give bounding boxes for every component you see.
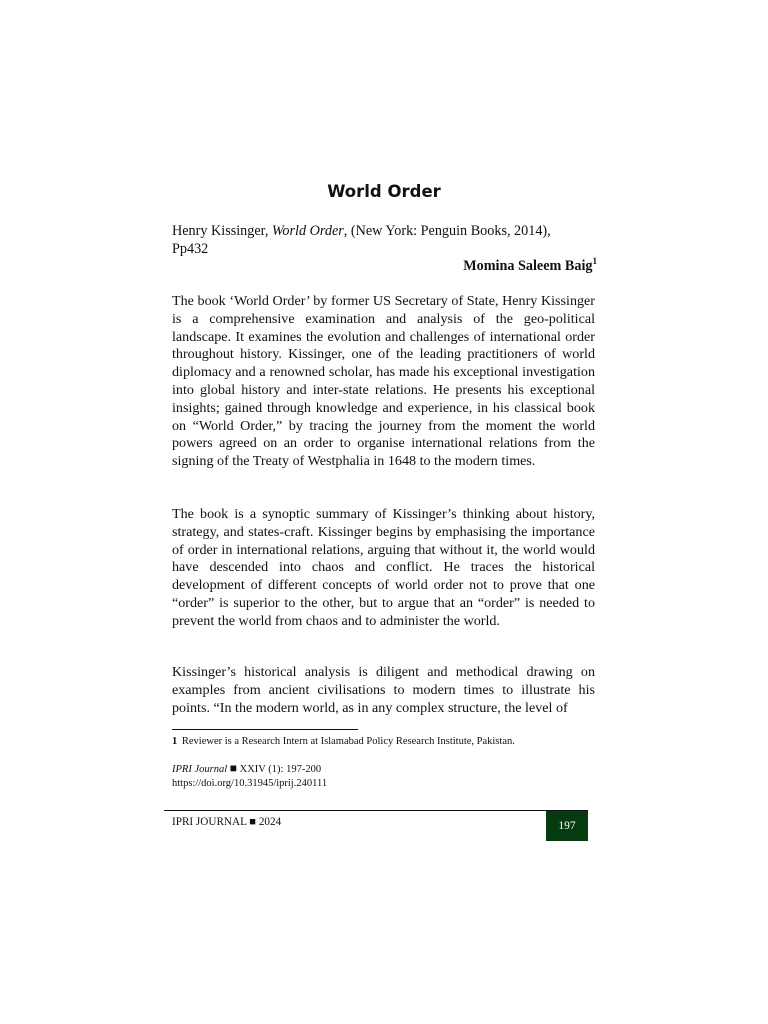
paragraph-3: Kissinger’s historical analysis is diligent and methodical drawing on examples from ancient civilisations to modern times to illustrate his points. “In the modern world, as in any complex structure, the level of — [172, 664, 595, 716]
page-number: 197 — [558, 820, 576, 832]
doi-link[interactable]: https://doi.org/10.31945/iprij.240111 — [172, 778, 328, 789]
square-separator-icon: ■ — [229, 761, 237, 775]
page-number-badge — [546, 811, 588, 841]
page-title: World Order — [327, 182, 441, 201]
footer-journal-label: IPRI JOURNAL ■ 2024 — [172, 816, 282, 828]
book-citation — [172, 222, 597, 258]
citation-book-title: World Order — [271, 223, 344, 239]
footer-divider — [164, 810, 588, 811]
citation-author: Henry Kissinger, — [172, 223, 272, 239]
paragraph-1: The book ‘World Order’ by former US Secretary of State, Henry Kissinger is a comprehensive examination and analysis of the geo-political landscape. It examines the evolution and challenges of international order throughout history. Kissinger, one of the leading practitioners of world diplomacy and a renowned scholar, has made his exceptional investigation into global history and inter-state relations. He presents his exceptional insights; gained through knowledge and experience, in his classical book on “World Order,” by tracing the journey from the moment the world powers agreed on an order to organise international relations from the signing of the Treaty of Westphalia in 1648 to the modern times. — [172, 293, 595, 470]
footnote-marker: 1 — [172, 736, 178, 747]
footnote-reference[interactable]: 1 — [592, 256, 597, 266]
citation-publisher: , (New York: Penguin Books, 2014), — [343, 223, 551, 239]
paragraph-2: The book is a synoptic summary of Kissinger’s thinking about history, strategy, and states-craft. Kissinger begins by emphasising the importance of order in international relations, arguing that without it, the world would have descended into chaos and conflict. He traces the historical development of different concepts of world order not to prove that one “order” is superior to the other, but to argue that an “order” is needed to prevent the world from chaos and to administer the world. — [172, 506, 595, 629]
footnote-divider — [172, 729, 358, 730]
footnote — [172, 735, 515, 749]
journal-name: IPRI Journal — [172, 764, 228, 775]
citation-pages: Pp432 — [172, 241, 209, 257]
journal-info — [172, 761, 327, 791]
journal-issue: XXIV (1): 197-200 — [239, 764, 322, 775]
reviewer-name — [463, 258, 597, 275]
reviewer-name-text: Momina Saleem Baig — [463, 258, 593, 274]
footnote-text: Reviewer is a Research Intern at Islamabad Policy Research Institute, Pakistan. — [181, 736, 515, 747]
